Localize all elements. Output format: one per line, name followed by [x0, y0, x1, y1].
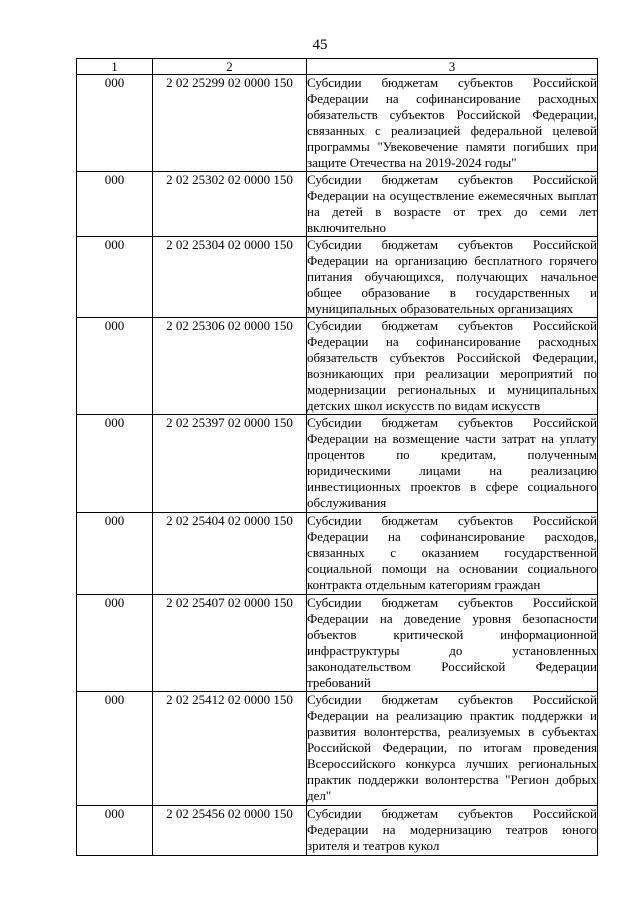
revenue-name-cell — [307, 237, 598, 318]
revenue-name-text: Субсидии бюджетам субъектов Российской Федерации на осуществление ежемесячных выплат на детей в возрасте от трех до семи лет включительно — [307, 172, 597, 235]
table-row — [77, 513, 598, 595]
revenue-name-cell — [307, 75, 598, 172]
budget-code-cell: 2 02 25397 02 0000 150 — [153, 415, 307, 513]
revenue-name-cell — [307, 415, 598, 513]
page-number: 45 — [312, 37, 328, 53]
revenue-name-cell — [307, 318, 598, 415]
budget-code-cell: 2 02 25412 02 0000 150 — [153, 692, 307, 806]
admin-code-cell: 000 — [77, 237, 153, 318]
revenue-name-text: Субсидии бюджетам субъектов Российской Федерации на софинансирование расходов, связанных с оказанием государственной социальной помощи на основании социального контракта отдельным категориям граждан — [307, 513, 597, 592]
budget-code-cell: 2 02 25306 02 0000 150 — [153, 318, 307, 415]
table-row — [77, 692, 598, 806]
revenue-name-text: Субсидии бюджетам субъектов Российской Федерации на организацию бесплатного горячего питания обучающихся, получающих начальное общее образование в государственных и муниципальных образовательных организациях — [307, 237, 597, 316]
revenue-name-text: Субсидии бюджетам субъектов Российской Федерации на реализацию практик поддержки и развития волонтерства, реализуемых в субъектах Российской Федерации, по итогам проведения Всероссийского конкурса лучших региональных практик поддержки волонтерства "Регион добрых дел" — [307, 692, 597, 803]
revenue-name-text: Субсидии бюджетам субъектов Российской Федерации на модернизацию театров юного зрителя и театров кукол — [307, 806, 597, 853]
budget-code-cell: 2 02 25299 02 0000 150 — [153, 75, 307, 172]
budget-code-cell: 2 02 25456 02 0000 150 — [153, 806, 307, 856]
revenue-name-cell — [307, 692, 598, 806]
table-row — [77, 172, 598, 237]
revenue-name-text: Субсидии бюджетам субъектов Российской Федерации на софинансирование расходных обязательств субъектов Российской Федерации, связанных с реализацией федеральной целевой программы "Увековечение памяти погибших при защите Отечества на 2019-2024 годы" — [307, 75, 597, 170]
budget-code-cell: 2 02 25302 02 0000 150 — [153, 172, 307, 237]
revenue-name-cell — [307, 595, 598, 692]
table-row — [77, 806, 598, 856]
budget-code-cell: 2 02 25407 02 0000 150 — [153, 595, 307, 692]
revenue-name-text: Субсидии бюджетам субъектов Российской Федерации на софинансирование расходных обязательств субъектов Российской Федерации, возникающих при реализации мероприятий по модернизации региональных и муниципальных детских школ искусств по видам искусств — [307, 318, 597, 413]
column-header-1: 1 — [77, 59, 153, 75]
revenue-name-text: Субсидии бюджетам субъектов Российской Федерации на возмещение части затрат на уплату процентов по кредитам, полученным юридическими лицами на реализацию инвестиционных проектов в сфере социального обслуживания — [307, 415, 597, 510]
table-row — [77, 415, 598, 513]
revenue-name-cell — [307, 172, 598, 237]
column-header-3: 3 — [307, 59, 598, 75]
table-row — [77, 237, 598, 318]
admin-code-cell: 000 — [77, 75, 153, 172]
table-row — [77, 318, 598, 415]
column-header-2: 2 — [153, 59, 307, 75]
admin-code-cell: 000 — [77, 513, 153, 595]
revenue-name-text: Субсидии бюджетам субъектов Российской Федерации на доведение уровня безопасности объектов критической информационной инфраструктуры до установленных законодательством Российской Федерации требований — [307, 595, 597, 690]
revenue-name-cell — [307, 806, 598, 856]
admin-code-cell: 000 — [77, 172, 153, 237]
revenue-name-cell — [307, 513, 598, 595]
budget-code-cell: 2 02 25404 02 0000 150 — [153, 513, 307, 595]
budget-code-cell: 2 02 25304 02 0000 150 — [153, 237, 307, 318]
table-row — [77, 75, 598, 172]
admin-code-cell: 000 — [77, 415, 153, 513]
admin-code-cell: 000 — [77, 595, 153, 692]
admin-code-cell: 000 — [77, 806, 153, 856]
admin-code-cell: 000 — [77, 318, 153, 415]
table-header-row — [77, 59, 598, 75]
budget-classification-table — [76, 58, 598, 856]
admin-code-cell: 000 — [77, 692, 153, 806]
table-row — [77, 595, 598, 692]
